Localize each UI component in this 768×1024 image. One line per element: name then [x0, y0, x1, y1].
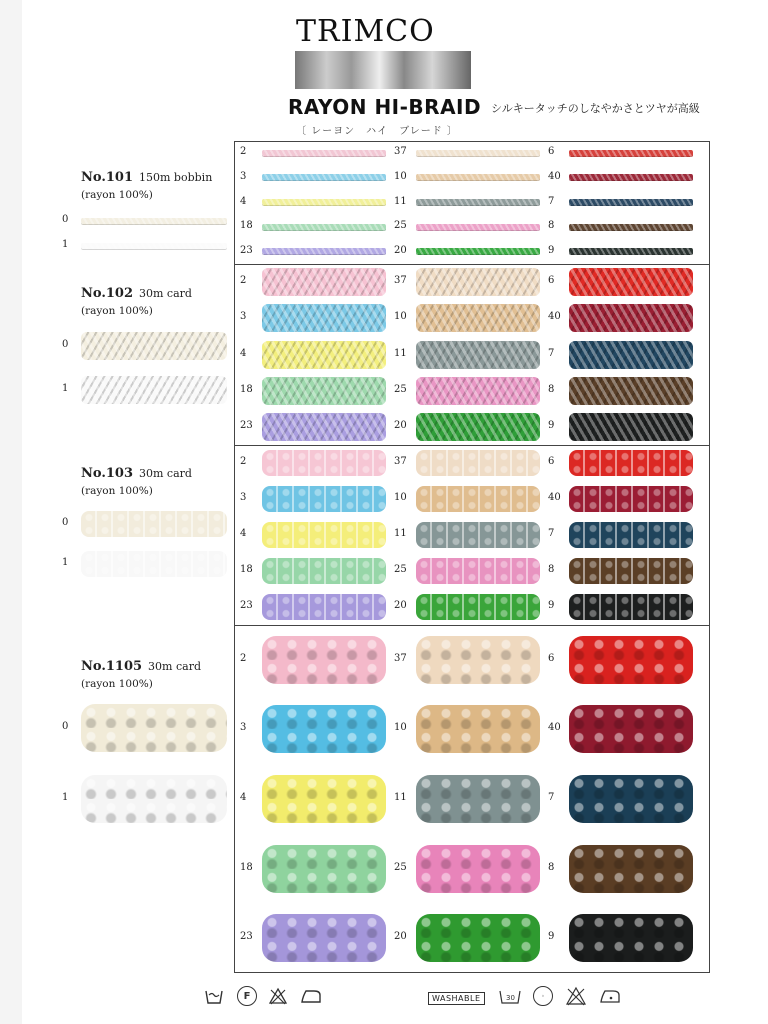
- trim-swatch: [262, 522, 386, 548]
- product-fiber: (rayon 100%): [81, 305, 153, 317]
- color-code: 0: [62, 214, 69, 225]
- color-code: 2: [240, 456, 247, 467]
- color-code: 8: [548, 564, 555, 575]
- no-tumble-dry-icon: [564, 986, 588, 1006]
- product-number: No.1105: [81, 659, 143, 674]
- trim-swatch: [262, 413, 386, 441]
- color-code: 11: [394, 347, 407, 359]
- color-code: 20: [394, 419, 407, 431]
- color-code: 1: [62, 383, 69, 394]
- trim-swatch: [262, 304, 386, 332]
- trim-swatch: [569, 450, 693, 476]
- washable-label: WASHABLE: [428, 992, 485, 1005]
- trim-swatch: [81, 551, 227, 577]
- trim-swatch: [569, 174, 693, 181]
- trim-swatch: [262, 377, 386, 405]
- trim-swatch: [416, 522, 540, 548]
- product-fiber: (rayon 100%): [81, 189, 153, 201]
- color-code: 25: [394, 861, 407, 873]
- trim-swatch: [569, 914, 693, 962]
- hand-wash-icon: [203, 986, 225, 1006]
- color-code: 9: [548, 931, 555, 943]
- trim-swatch: [81, 704, 227, 752]
- trim-swatch: [416, 224, 540, 231]
- color-code: 2: [240, 275, 247, 287]
- color-code: 18: [240, 220, 253, 232]
- trim-swatch: [569, 377, 693, 405]
- color-code: 40: [548, 722, 561, 734]
- trim-swatch: [569, 304, 693, 332]
- color-code: 8: [548, 861, 555, 873]
- trim-swatch: [262, 914, 386, 962]
- product-title: RAYON HI-BRAID: [288, 95, 482, 119]
- trim-swatch: [262, 450, 386, 476]
- color-code: 1: [62, 557, 69, 568]
- page-edge: [0, 0, 22, 1024]
- color-code: 11: [394, 528, 407, 539]
- color-code: 4: [240, 195, 247, 207]
- color-code: 0: [62, 339, 69, 350]
- product-pack: 150m bobbin: [139, 171, 213, 184]
- dry-clean-icon: ◦: [533, 986, 553, 1006]
- color-code: 6: [548, 652, 555, 664]
- trim-swatch: [569, 594, 693, 620]
- color-code: 2: [240, 146, 247, 158]
- product-pack: 30m card: [139, 287, 192, 300]
- color-code: 23: [240, 931, 253, 943]
- trim-swatch: [416, 413, 540, 441]
- iron-low-icon: [597, 986, 623, 1006]
- color-code: 4: [240, 792, 247, 803]
- trim-swatch: [416, 377, 540, 405]
- color-code: 1: [62, 792, 69, 803]
- trim-swatch: [416, 268, 540, 296]
- iron-icon: [298, 986, 324, 1006]
- section-divider: [234, 264, 710, 265]
- trim-swatch: [262, 174, 386, 181]
- trim-swatch: [569, 341, 693, 369]
- product-name: [81, 466, 192, 481]
- color-code: 9: [548, 244, 555, 256]
- trim-swatch: [569, 522, 693, 548]
- color-code: 23: [240, 419, 253, 431]
- trim-swatch: [262, 268, 386, 296]
- color-code: 9: [548, 419, 555, 431]
- color-code: 40: [548, 492, 561, 503]
- color-code: 37: [394, 652, 407, 664]
- product-pack: 30m card: [148, 660, 201, 673]
- no-bleach-icon: [267, 986, 289, 1006]
- trim-swatch: [262, 636, 386, 684]
- trim-swatch: [416, 775, 540, 823]
- trim-swatch: [81, 218, 227, 225]
- color-code: 25: [394, 383, 407, 395]
- product-number: No.102: [81, 286, 133, 301]
- trim-swatch: [569, 199, 693, 206]
- trim-swatch: [416, 150, 540, 157]
- trim-swatch: [416, 486, 540, 512]
- product-name: [81, 286, 192, 301]
- product-subtitle: 〔 レーヨン ハイ ブレード 〕: [296, 126, 458, 137]
- trim-swatch: [81, 243, 227, 250]
- trim-swatch: [262, 845, 386, 893]
- trim-swatch: [416, 914, 540, 962]
- trim-swatch: [416, 845, 540, 893]
- color-code: 3: [240, 170, 247, 182]
- product-name: [81, 170, 212, 185]
- trim-swatch: [81, 376, 227, 404]
- color-code: 7: [548, 195, 555, 207]
- wash-30-icon: [498, 986, 522, 1006]
- trim-swatch: [569, 486, 693, 512]
- trim-swatch: [569, 636, 693, 684]
- color-code: 10: [394, 722, 407, 734]
- trim-swatch: [416, 341, 540, 369]
- trim-swatch: [569, 150, 693, 157]
- trim-swatch: [262, 486, 386, 512]
- trim-swatch: [416, 304, 540, 332]
- color-code: 40: [548, 170, 561, 182]
- trim-swatch: [262, 594, 386, 620]
- trim-swatch: [262, 705, 386, 753]
- trim-swatch: [262, 558, 386, 584]
- color-code: 8: [548, 383, 555, 395]
- color-code: 18: [240, 861, 253, 873]
- color-code: 11: [394, 195, 407, 207]
- trim-swatch: [262, 150, 386, 157]
- trim-swatch: [81, 511, 227, 537]
- product-number: No.101: [81, 170, 133, 185]
- color-code: 25: [394, 220, 407, 232]
- product-number: No.103: [81, 466, 133, 481]
- trim-swatch: [569, 268, 693, 296]
- color-code: 10: [394, 170, 407, 182]
- product-fiber: (rayon 100%): [81, 678, 153, 690]
- color-code: 8: [548, 220, 555, 232]
- trim-swatch: [416, 248, 540, 255]
- color-code: 10: [394, 492, 407, 503]
- trim-swatch: [569, 775, 693, 823]
- color-code: 1: [62, 239, 69, 250]
- trim-swatch: [569, 705, 693, 753]
- color-code: 2: [240, 652, 247, 664]
- trim-swatch: [569, 248, 693, 255]
- color-code: 3: [240, 311, 247, 323]
- trim-swatch: [262, 248, 386, 255]
- color-code: 20: [394, 244, 407, 256]
- wash-temp: 30: [506, 994, 515, 1002]
- color-code: 20: [394, 600, 407, 611]
- product-tagline: シルキータッチのしなやかさとツヤが高級: [491, 102, 700, 115]
- trim-swatch: [81, 775, 227, 823]
- trim-swatch: [262, 341, 386, 369]
- trim-swatch: [569, 413, 693, 441]
- color-code: 0: [62, 517, 69, 528]
- trim-swatch: [81, 332, 227, 360]
- color-code: 23: [240, 600, 253, 611]
- color-code: 37: [394, 275, 407, 287]
- color-code: 4: [240, 528, 247, 539]
- brand-logo: TRIMCO: [296, 14, 435, 49]
- trim-swatch: [416, 450, 540, 476]
- color-code: 6: [548, 146, 555, 158]
- color-code: 7: [548, 347, 555, 359]
- section-divider: [234, 625, 710, 626]
- color-code: 23: [240, 244, 253, 256]
- trim-swatch: [416, 174, 540, 181]
- product-fiber: (rayon 100%): [81, 485, 153, 497]
- color-code: 40: [548, 311, 561, 323]
- trim-swatch: [416, 558, 540, 584]
- section-divider: [234, 445, 710, 446]
- trim-swatch: [569, 224, 693, 231]
- color-code: 37: [394, 456, 407, 467]
- color-code: 3: [240, 492, 247, 503]
- color-code: 25: [394, 564, 407, 575]
- trim-swatch: [416, 594, 540, 620]
- trim-swatch: [416, 705, 540, 753]
- color-code: 7: [548, 528, 555, 539]
- color-code: 18: [240, 383, 253, 395]
- hero-photo: [295, 51, 471, 89]
- trim-swatch: [416, 636, 540, 684]
- color-code: 0: [62, 721, 69, 732]
- color-code: 4: [240, 347, 247, 359]
- color-code: 20: [394, 931, 407, 943]
- trim-swatch: [262, 199, 386, 206]
- color-code: 10: [394, 311, 407, 323]
- color-code: 18: [240, 564, 253, 575]
- color-code: 9: [548, 600, 555, 611]
- trim-swatch: [262, 775, 386, 823]
- color-code: 7: [548, 792, 555, 803]
- color-code: 6: [548, 275, 555, 287]
- trim-swatch: [262, 224, 386, 231]
- color-code: 3: [240, 722, 247, 734]
- product-name: [81, 659, 201, 674]
- color-code: 37: [394, 146, 407, 158]
- dry-clean-f-icon: F: [237, 986, 257, 1006]
- trim-swatch: [569, 845, 693, 893]
- product-pack: 30m card: [139, 467, 192, 480]
- trim-swatch: [416, 199, 540, 206]
- color-code: 11: [394, 792, 407, 803]
- color-code: 6: [548, 456, 555, 467]
- trim-swatch: [569, 558, 693, 584]
